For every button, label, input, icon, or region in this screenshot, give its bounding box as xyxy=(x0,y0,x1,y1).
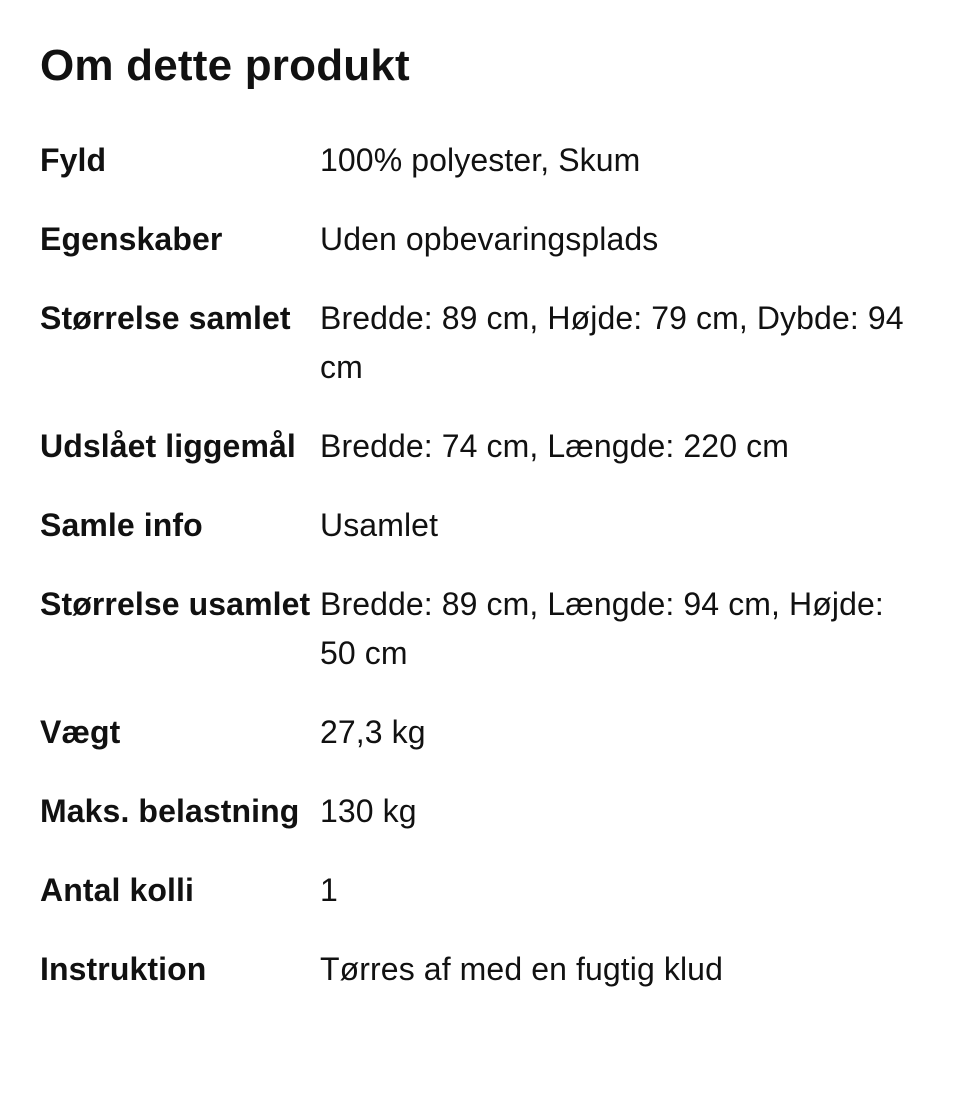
spec-value: 1 xyxy=(320,872,338,908)
spec-row-udslaaet-liggemaal xyxy=(40,422,920,471)
section-title: Om dette produkt xyxy=(40,41,410,90)
spec-value: 27,3 kg xyxy=(320,714,426,750)
spec-row-vaegt xyxy=(40,708,920,757)
spec-label: Udslået liggemål xyxy=(40,428,296,464)
spec-label: Maks. belastning xyxy=(40,793,300,829)
spec-label: Størrelse samlet xyxy=(40,300,291,336)
spec-value: Uden opbevaringsplads xyxy=(320,221,659,257)
spec-value: Bredde: 74 cm, Længde: 220 cm xyxy=(320,428,789,464)
spec-label: Størrelse usamlet xyxy=(40,586,311,622)
spec-row-fyld xyxy=(40,136,920,185)
spec-label: Fyld xyxy=(40,142,107,178)
spec-label: Samle info xyxy=(40,507,203,543)
spec-row-maks-belastning xyxy=(40,787,920,836)
spec-row-instruktion xyxy=(40,945,920,994)
spec-row-egenskaber xyxy=(40,215,920,264)
spec-row-stoerrelse-samlet xyxy=(40,294,920,392)
spec-value: 100% polyester, Skum xyxy=(320,142,641,178)
spec-row-antal-kolli xyxy=(40,866,920,915)
spec-value: 130 kg xyxy=(320,793,417,829)
spec-label: Egenskaber xyxy=(40,221,223,257)
spec-row-stoerrelse-usamlet xyxy=(40,580,920,678)
spec-value: Bredde: 89 cm, Længde: 94 cm, Højde: 50 cm xyxy=(320,586,884,671)
spec-label: Antal kolli xyxy=(40,872,195,908)
spec-list xyxy=(40,136,920,994)
spec-row-samle-info xyxy=(40,501,920,550)
spec-value: Bredde: 89 cm, Højde: 79 cm, Dybde: 94 cm xyxy=(320,300,904,385)
spec-label: Vægt xyxy=(40,714,121,750)
spec-label: Instruktion xyxy=(40,951,207,987)
spec-value: Usamlet xyxy=(320,507,439,543)
spec-value: Tørres af med en fugtig klud xyxy=(320,951,723,987)
